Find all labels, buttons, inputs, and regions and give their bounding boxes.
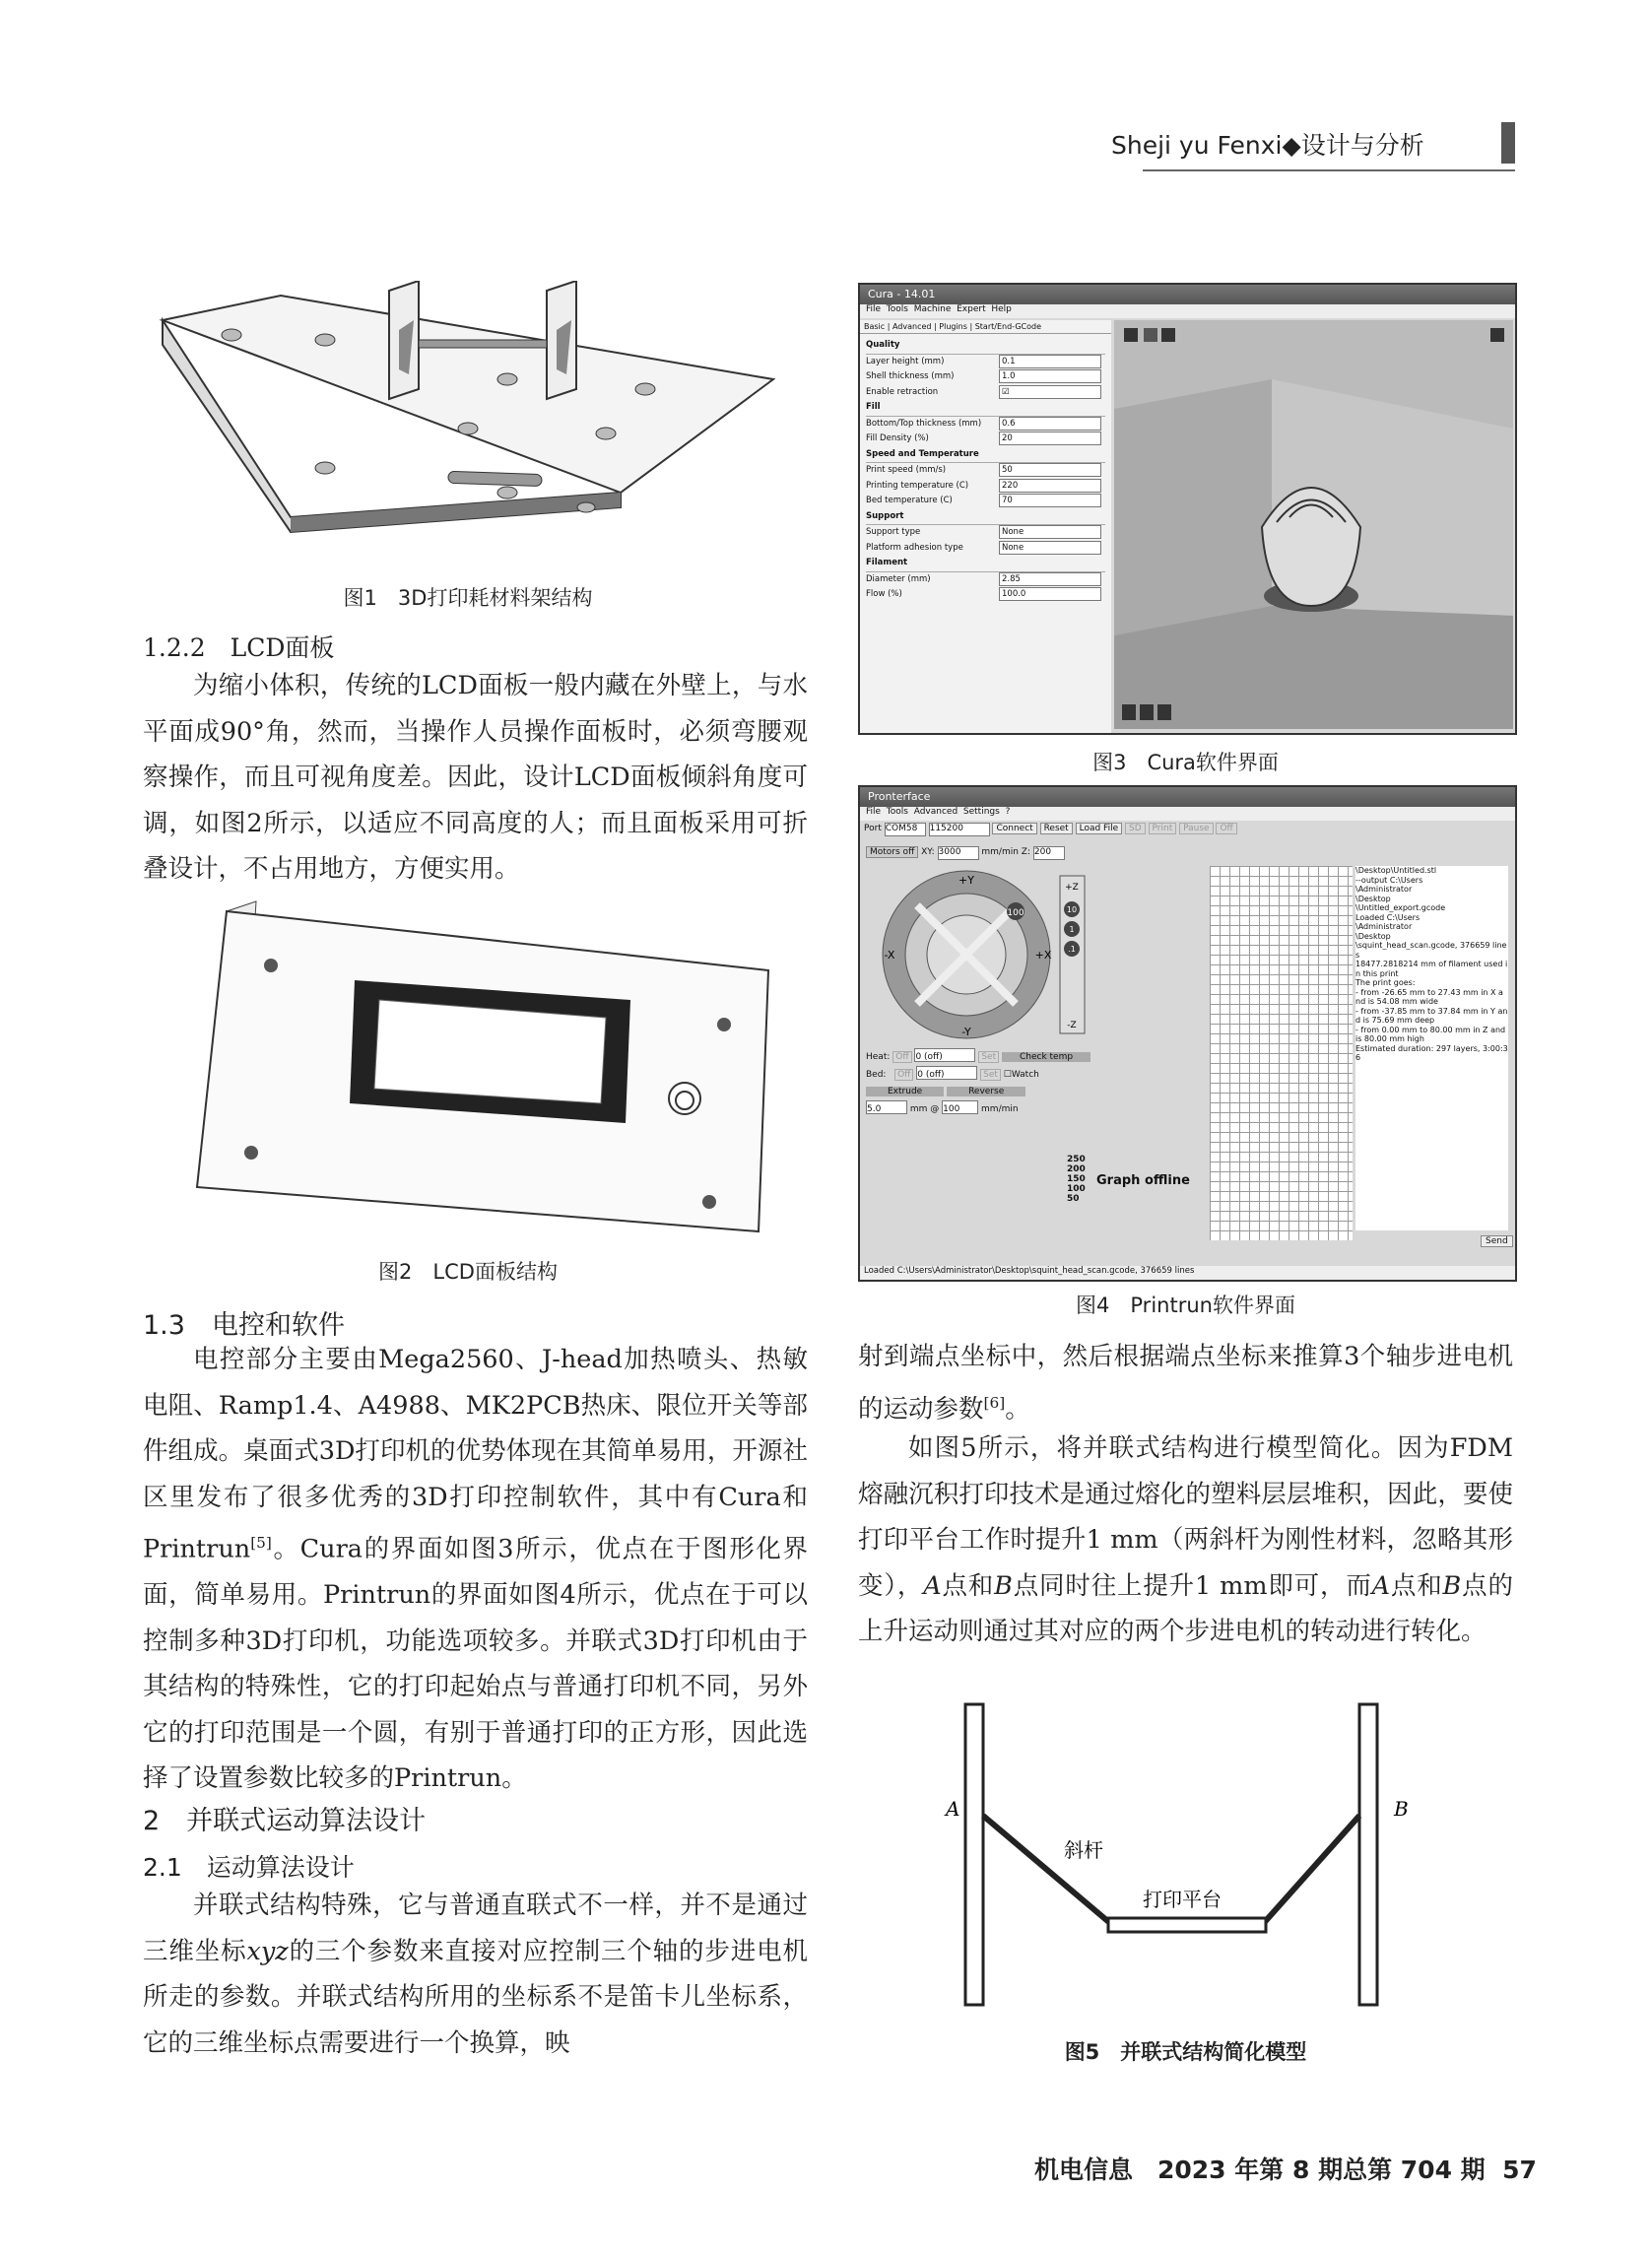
paragraph-right-1-text: 射到端点坐标中，然后根据端点坐标来推算3个轴步进电机的运动参数 [858, 1342, 1513, 1424]
cura-setting-label: Bottom/Top thickness (mm) [866, 418, 982, 429]
port-label: Port [864, 824, 882, 833]
cura-setting-value[interactable]: 220 [999, 479, 1101, 493]
cura-settings-panel [860, 320, 1111, 733]
cura-setting-value[interactable]: 70 [999, 494, 1101, 507]
point-a-label: A [946, 1797, 960, 1821]
graph-tick-100: 100 [1067, 1184, 1086, 1194]
printrun-menubar [860, 807, 1515, 821]
figure-1-caption: 图1 3D打印耗材料架结构 [343, 586, 593, 610]
printrun-title: Pronterface [868, 790, 931, 803]
cura-setting-label: Support type [866, 527, 921, 537]
graph-tick-200: 200 [1067, 1164, 1086, 1174]
cura-setting-value[interactable]: 100.0 [999, 587, 1101, 601]
cura-section-header: Support [866, 509, 1105, 526]
cura-menubar [860, 304, 1515, 318]
cura-setting-label: Fill Density (%) [866, 433, 929, 443]
cura-menu-expert[interactable]: Expert [957, 304, 986, 314]
jog-plus-x-label: +X [1034, 949, 1052, 962]
cura-setting-label: Flow (%) [866, 589, 902, 599]
mmmin-label: mm/min [981, 1104, 1019, 1114]
point-b-term: B [994, 1570, 1013, 1601]
paragraph-right-2 [858, 1426, 1513, 1655]
figure-1-drawing [153, 281, 783, 566]
jog-plus-y-label: +Y [958, 874, 974, 887]
cura-section-header: Speed and Temperature [866, 447, 1105, 464]
right-rod [1263, 1816, 1359, 1924]
view-mode-icon [1490, 328, 1504, 342]
extrude-feed-input[interactable]: 100 [942, 1100, 978, 1114]
paragraph-right-2-e: 点的上升运动则通过其对应的两个步进电机的转动进行转化。 [858, 1570, 1513, 1646]
print-button[interactable]: Print [1149, 823, 1177, 834]
cura-setting-label: Printing temperature (C) [866, 480, 969, 491]
pr-menu-tools[interactable]: Tools [886, 807, 908, 817]
z-step-01: .1 [1068, 945, 1076, 954]
left-rail [965, 1704, 983, 2005]
pause-button[interactable]: Pause [1179, 823, 1213, 834]
cura-setting-row [866, 385, 1105, 401]
paragraph-right-2-a: 如图5所示，将并联式结构进行模型简化。因为FDM熔融沉积打印技术是通过熔化的塑料层层堆积，因此，要使打印平台工作时提升1 mm（两斜杆为刚性材料，忽略其形变）， [858, 1433, 1513, 1601]
print-platform [1108, 1918, 1266, 1932]
cura-section-header: Filament [866, 556, 1105, 572]
cura-setting-row [866, 369, 1105, 385]
motors-off-button[interactable]: Motors off [866, 846, 918, 858]
cura-tab-basic[interactable]: Basic [864, 322, 886, 331]
load-file-button[interactable]: Load File [1076, 823, 1123, 834]
jog-minus-z-label: -Z [1067, 1021, 1077, 1030]
cura-setting-label: Diameter (mm) [866, 573, 931, 584]
cura-setting-value[interactable]: None [999, 525, 1101, 539]
paragraph-right-2-d: 点和 [1390, 1570, 1443, 1601]
xy-label: XY: [921, 847, 935, 857]
cura-window [858, 283, 1517, 735]
jog-control[interactable] [868, 866, 1094, 1043]
bed-label: Bed: [866, 1070, 887, 1080]
cura-setting-label: Layer height (mm) [866, 356, 945, 366]
extrude-length-input[interactable]: 5.0 [866, 1100, 907, 1114]
graph-tick-150: 150 [1067, 1174, 1086, 1184]
reverse-button[interactable]: Reverse [947, 1087, 1025, 1096]
cura-menu-file[interactable]: File [866, 304, 882, 314]
point-b-label: B [1394, 1797, 1409, 1821]
watch-label: Watch [1011, 1070, 1039, 1080]
cura-setting-value[interactable]: 20 [999, 431, 1101, 445]
pr-menu-advanced[interactable]: Advanced [913, 807, 958, 817]
cura-settings-list [860, 334, 1111, 607]
cura-setting-label: Bed temperature (C) [866, 496, 953, 505]
cura-setting-row [866, 355, 1105, 370]
cura-setting-row [866, 417, 1105, 432]
sd-icon [1161, 328, 1175, 342]
left-rod [983, 1816, 1111, 1924]
z-speed-input[interactable]: 200 [1033, 846, 1065, 860]
scale-icon [1140, 704, 1154, 720]
paragraph-control [143, 1337, 808, 1802]
port-select[interactable]: COM58 [885, 823, 926, 836]
cura-title: Cura - 14.01 [868, 288, 936, 300]
jog-minus-y-label: -Y [961, 1026, 971, 1038]
cura-menu-help[interactable]: Help [991, 304, 1012, 314]
save-icon [1144, 328, 1157, 342]
heat-off-button[interactable]: Off [892, 1051, 911, 1063]
load-icon [1124, 328, 1138, 342]
rod-label: 斜杆 [1064, 1838, 1103, 1862]
heat-label: Heat: [866, 1052, 891, 1062]
cura-menu-machine[interactable]: Machine [913, 304, 952, 314]
header-bar [1501, 122, 1515, 164]
cura-setting-value[interactable]: 1.0 [999, 369, 1101, 383]
cura-section-header: Fill [866, 400, 1105, 417]
paragraph-right-2-c: 点同时往上提升1 mm即可，而 [1012, 1570, 1372, 1601]
cura-setting-row [866, 479, 1105, 495]
cura-tab-gcode[interactable]: Start/End-GCode [974, 322, 1042, 331]
printrun-toolbar [860, 821, 1515, 842]
sd-button[interactable]: SD [1125, 823, 1146, 834]
cura-tabs: Basic | Advanced | Plugins | Start/End-GCode [860, 320, 1111, 334]
bed-select[interactable]: 0 (off) [916, 1066, 977, 1080]
point-a-term: A [923, 1570, 942, 1601]
cura-setting-value[interactable]: 50 [999, 463, 1101, 477]
cura-setting-value[interactable]: 0.6 [999, 417, 1101, 431]
running-title: Sheji yu Fenxi [1111, 131, 1283, 160]
citation-6: [6] [983, 1393, 1006, 1412]
mm-at-label: mm @ [909, 1104, 940, 1114]
heat-select[interactable]: 0 (off) [914, 1048, 975, 1062]
heat-set-button[interactable]: Set [978, 1051, 999, 1063]
printrun-titlebar [860, 787, 1515, 807]
paragraph-algorithm-b: 的三个参数来直接对应控制三个轴的步进电机所走的参数。并联式结构所用的坐标系不是笛卡儿坐标系，它的三维坐标点需要进行一个换算，映 [143, 1936, 808, 2058]
jog-plus-z-label: +Z [1065, 883, 1079, 893]
temperature-graph [1067, 1155, 1086, 1204]
citation-5: [5] [250, 1534, 272, 1552]
cura-setting-row [866, 431, 1105, 447]
extrude-button[interactable]: Extrude [866, 1087, 944, 1096]
right-rail [1359, 1704, 1377, 2005]
platform-label: 打印平台 [1143, 1888, 1222, 1911]
cura-tab-plugins[interactable]: Plugins [939, 322, 967, 331]
figure-5-caption: 图5 并联式结构简化模型 [1064, 2040, 1307, 2064]
cura-setting-row [866, 587, 1105, 603]
cura-3d-view [1114, 320, 1513, 729]
journal-footer [1034, 2151, 1537, 2186]
figure-3-caption: 图3 Cura软件界面 [1092, 751, 1279, 774]
graph-offline-text: Graph offline [1096, 1173, 1190, 1188]
cura-setting-label: Shell thickness (mm) [866, 371, 955, 381]
jog-step-100: 100 [1007, 908, 1024, 918]
xy-speed-input[interactable]: 3000 [938, 846, 979, 860]
paragraph-lcd: 为缩小体积，传统的LCD面板一般内藏在外壁上，与水平面成90°角，然而，当操作人员操作面板时，必须弯腰观察操作，而且可视角度差。因此，设计LCD面板倾斜角度可调，如图2所示，以适应不同高度的人；而且面板采用可折叠设计，不占用地方，方便实用。 [143, 671, 808, 884]
paragraph-algorithm-a: 并联式结构特殊，它与普通直联式不一样，并不是通过三维坐标 [143, 1891, 808, 1966]
diamond-icon: ◆ [1282, 131, 1301, 160]
z-label: mm/min Z: [981, 847, 1030, 857]
paragraph-algorithm [143, 1883, 808, 2066]
mirror-icon [1157, 704, 1171, 720]
off-button[interactable]: Off [1216, 823, 1236, 834]
paragraph-right-1-end: 。 [1005, 1394, 1030, 1424]
cura-setting-value[interactable]: 0.1 [999, 355, 1101, 368]
journal-info: 机电信息 2023 年第 8 期总第 704 期 [1034, 2156, 1486, 2184]
figure-5-diagram [926, 1699, 1419, 2015]
cura-setting-row [866, 541, 1105, 557]
cura-setting-label: Print speed (mm/s) [866, 465, 947, 475]
figure-2-drawing [158, 892, 788, 1246]
graph-tick-250: 250 [1067, 1155, 1086, 1164]
status-bar: Loaded C:\Users\Administrator\Desktop\squint_head_scan.gcode, 376659 lines [860, 1266, 1517, 1280]
page-number: 57 [1502, 2156, 1537, 2184]
print-preview-grid [1210, 866, 1353, 1240]
cura-setting-row [866, 463, 1105, 479]
pr-menu-help[interactable]: ? [1005, 807, 1011, 817]
section-name: 设计与分析 [1300, 131, 1424, 160]
bed-off-button[interactable]: Off [894, 1069, 913, 1081]
temperature-controls [866, 1048, 1090, 1118]
paragraph-right-1 [858, 1334, 1513, 1432]
cura-setting-row [866, 525, 1105, 541]
pr-menu-settings[interactable]: Settings [962, 807, 1000, 817]
figure-4-caption: 图4 Printrun软件界面 [1076, 1294, 1295, 1317]
z-step-10: 10 [1066, 905, 1078, 914]
point-b-term-2: B [1442, 1570, 1462, 1601]
cura-setting-row [866, 494, 1105, 509]
printrun-window [858, 785, 1517, 1282]
check-temp-button[interactable]: Check temp [1002, 1052, 1090, 1062]
baud-select[interactable]: 115200 [929, 823, 990, 836]
connect-button[interactable]: Connect [992, 823, 1036, 834]
paragraph-right-2-b: 点和 [941, 1570, 995, 1601]
cura-setting-label: Platform adhesion type [866, 542, 963, 553]
running-head [1111, 126, 1424, 162]
graph-tick-50: 50 [1067, 1194, 1080, 1204]
z-step-1: 1 [1069, 925, 1075, 934]
cura-setting-row [866, 572, 1105, 588]
heading-1-3: 1.3 电控和软件 [143, 1310, 345, 1341]
cura-setting-value[interactable]: 2.85 [999, 572, 1101, 586]
cura-setting-value[interactable]: ☑ [999, 385, 1101, 399]
console-log: \Desktop\Untitled.stl --output C:\Users \Administrator \Desktop \Untitled_export.gcode Loaded C:\Users \Administrator \Desktop \squint_head_scan.gcode, 376659 lines 18477.2818214 mm of filament used in this print The print goes: - from -26.65 mm to 27.43 mm in X and is 54.08 mm wide - from -37.85 mm to 37.84 mm in Y and is 75.69 mm deep - from 0.00 mm to 80.00 mm in Z and is 80.00 mm high Estimated duration: 297 layers, 3:00:36 [1355, 866, 1508, 1230]
pr-menu-file[interactable]: File [866, 807, 882, 817]
cura-setting-label: Enable retraction [866, 386, 939, 397]
header-rule [1143, 169, 1515, 171]
cura-setting-value[interactable]: None [999, 541, 1101, 555]
cura-section-header: Quality [866, 338, 1105, 355]
rotate-icon [1122, 704, 1136, 720]
xyz-term: xyz [246, 1936, 289, 1966]
cura-menu-tools[interactable]: Tools [886, 304, 908, 314]
cura-tab-advanced[interactable]: Advanced [892, 322, 932, 331]
cura-titlebar [860, 285, 1515, 304]
point-a-term-2: A [1371, 1570, 1391, 1601]
paragraph-control-b: 。Cura的界面如图3所示，优点在于图形化界面，简单易用。Printrun的界面如图4所示，优点在于可以控制多种3D打印机，功能选项较多。并联式3D打印机由于其结构的特殊性，它的打印起始点与普通打印机不同，另外它的打印范围是一个圆，有别于普通打印的正方形，因此选择了设置参数比较多的Printrun。 [143, 1534, 808, 1793]
figure-2-caption: 图2 LCD面板结构 [378, 1260, 558, 1284]
paragraph-control-a: 电控部分主要由Mega2560、J-head加热喷头、热敏电阻、Ramp1.4、A4988、MK2PCB热床、限位开关等部件组成。桌面式3D打印机的优势体现在其简单易用，开源社区里发布了很多优秀的3D打印控制软件，其中有Cura和Printrun [143, 1345, 808, 1564]
heading-1-2-2: 1.2.2 LCD面板 [143, 633, 335, 662]
watch-checkbox[interactable]: ☐ [1003, 1070, 1012, 1080]
heading-2: 2 并联式运动算法设计 [143, 1806, 427, 1836]
heading-2-1: 2.1 运动算法设计 [143, 1853, 355, 1882]
jog-minus-x-label: -X [884, 949, 895, 962]
motors-row [866, 846, 1065, 860]
reset-button[interactable]: Reset [1040, 823, 1073, 834]
bed-set-button[interactable]: Set [980, 1069, 1001, 1081]
send-button[interactable]: Send [1481, 1235, 1513, 1247]
